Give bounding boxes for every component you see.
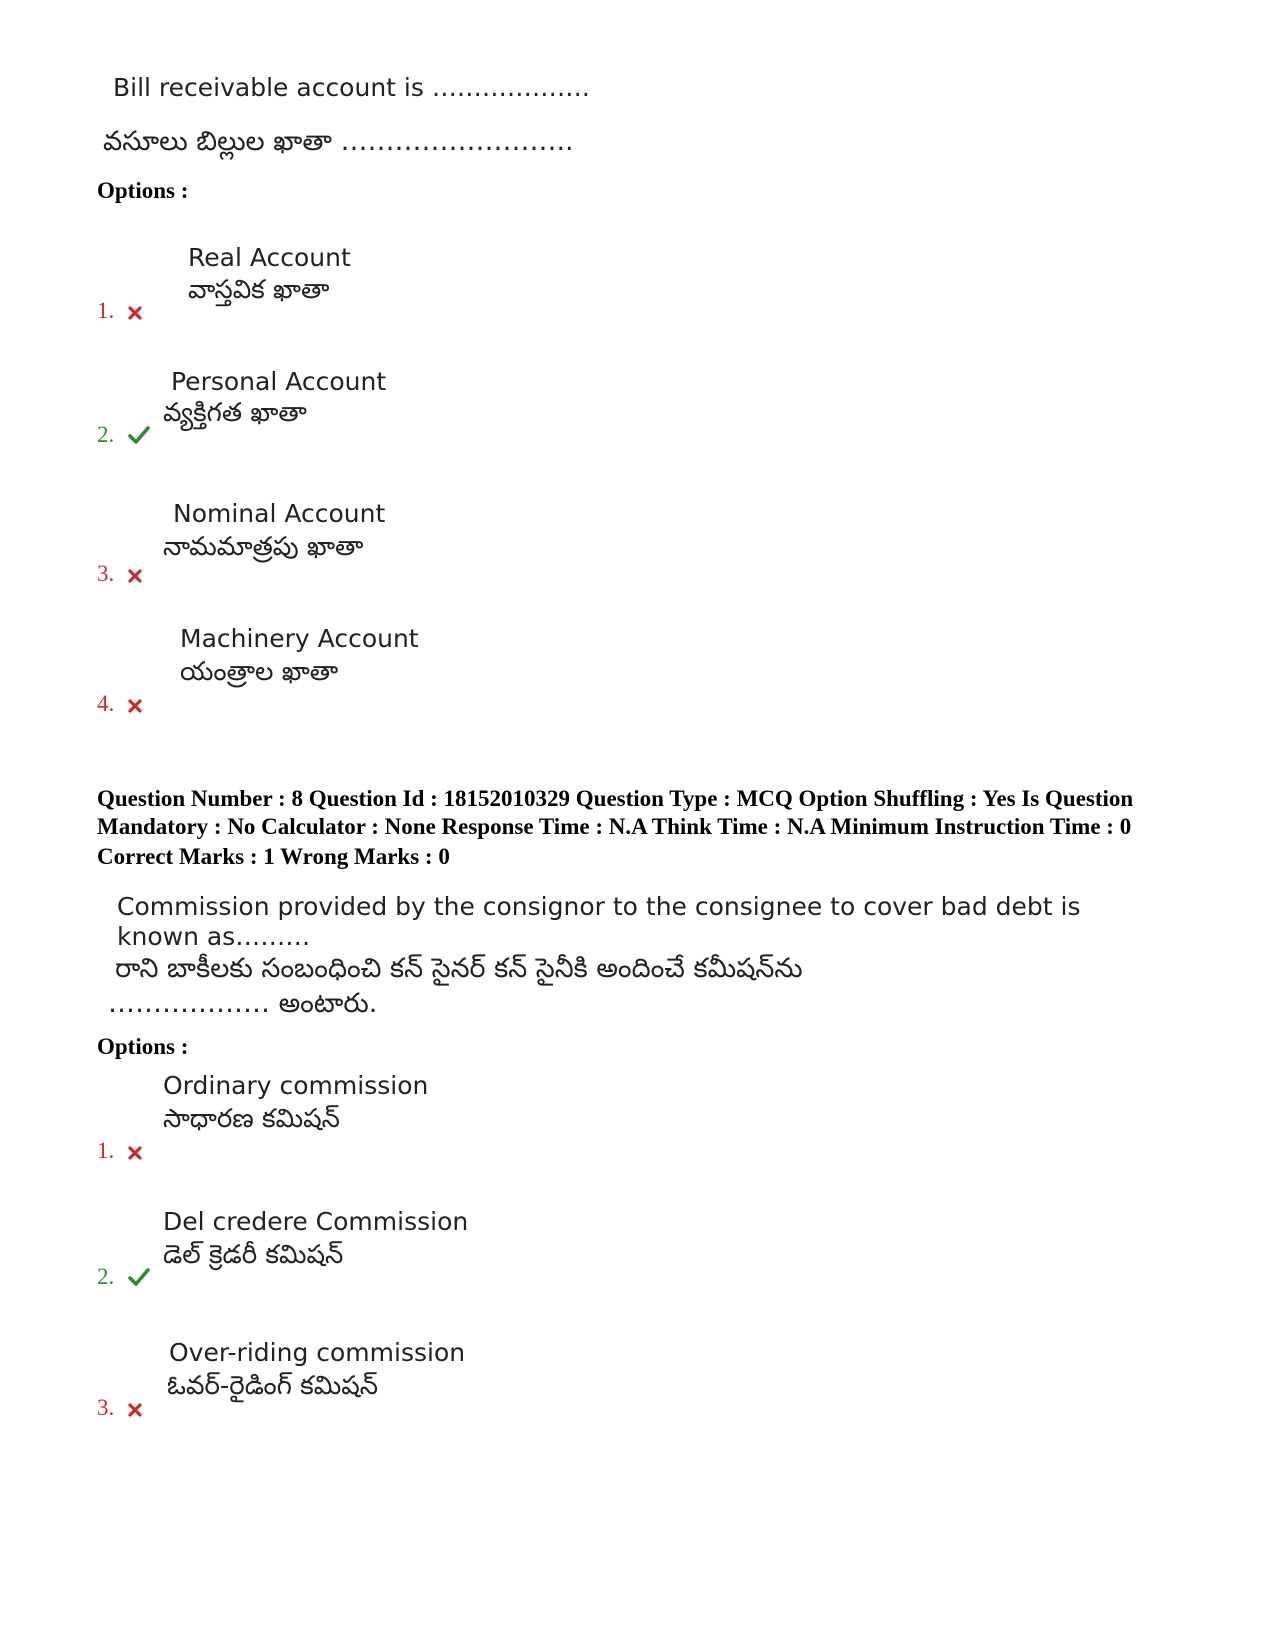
option-3-text-en: Over-riding commission: [169, 1338, 466, 1367]
option-2-marker: [97, 1264, 150, 1290]
question-7-text-te: వసూలు బిల్లుల ఖాతా ……………………..: [103, 126, 574, 157]
option-number: 3.: [97, 561, 115, 586]
option-2-text-en: Del credere Commission: [163, 1207, 469, 1236]
question-8-text-te-line1: రాని బాకీలకు సంబంధించి కన్ సైనర్ కన్ సైనీకి అందించే కమీషన్‌ను: [115, 953, 803, 984]
option-1-text-en: Real Account: [188, 243, 351, 272]
option-3-marker: [97, 561, 142, 587]
option-1-marker: [97, 298, 142, 324]
option-1-marker: [97, 1138, 142, 1164]
option-2-text-te: వ్యక్తిగత ఖాతా: [163, 398, 307, 428]
option-number: 1.: [97, 298, 115, 323]
option-1-text-en: Ordinary commission: [163, 1071, 429, 1100]
option-number: 4.: [97, 691, 115, 716]
option-number: 3.: [97, 1395, 115, 1420]
option-2-text-en: Personal Account: [171, 367, 387, 396]
cross-icon: [128, 699, 142, 713]
metadata-line: Mandatory : No Calculator : None Response Time : N.A Think Time : N.A Minimum Instruction Time : 0: [97, 814, 1132, 839]
option-4-text-en: Machinery Account: [180, 624, 419, 653]
cross-icon: [128, 569, 142, 583]
option-3-marker: [97, 1395, 142, 1421]
option-number: 2.: [97, 1264, 115, 1289]
option-number: 2.: [97, 422, 115, 447]
question-8-text-te-line2: ……………… అంటారు.: [108, 988, 378, 1019]
question-8-metadata: [97, 785, 1197, 871]
options-label: Options :: [97, 1034, 189, 1059]
question-8-text-en-line1: Commission provided by the consignor to the consignee to cover bad debt is: [117, 892, 1081, 921]
question-8-text-en-line2: known as………: [117, 922, 311, 951]
option-3-text-te: నామమాత్రపు ఖాతా: [163, 532, 364, 562]
option-3-text-en: Nominal Account: [173, 499, 386, 528]
option-4-text-te: యంత్రాల ఖాతా: [180, 657, 339, 687]
question-7-text-en: Bill receivable account is ……………….: [113, 73, 590, 102]
option-4-marker: [97, 691, 142, 717]
option-2-text-te: డెల్ క్రెడరీ కమిషన్: [163, 1240, 344, 1270]
option-1-text-te: వాస్తవిక ఖాతా: [188, 275, 330, 305]
option-1-text-te: సాధారణ కమిషన్: [163, 1104, 340, 1134]
cross-icon: [128, 1403, 142, 1417]
option-2-marker: [97, 422, 150, 448]
options-label: Options :: [97, 178, 189, 203]
cross-icon: [128, 306, 142, 320]
marks-line: Correct Marks : 1 Wrong Marks : 0: [97, 844, 450, 869]
metadata-line: Question Number : 8 Question Id : 18152010329 Question Type : MCQ Option Shuffling : Yes Is Question: [97, 786, 1134, 811]
cross-icon: [128, 1146, 142, 1160]
check-icon: [128, 426, 150, 444]
check-icon: [128, 1268, 150, 1286]
option-number: 1.: [97, 1138, 115, 1163]
option-3-text-te: ఓవర్-రైడింగ్ కమిషన్: [167, 1371, 379, 1401]
